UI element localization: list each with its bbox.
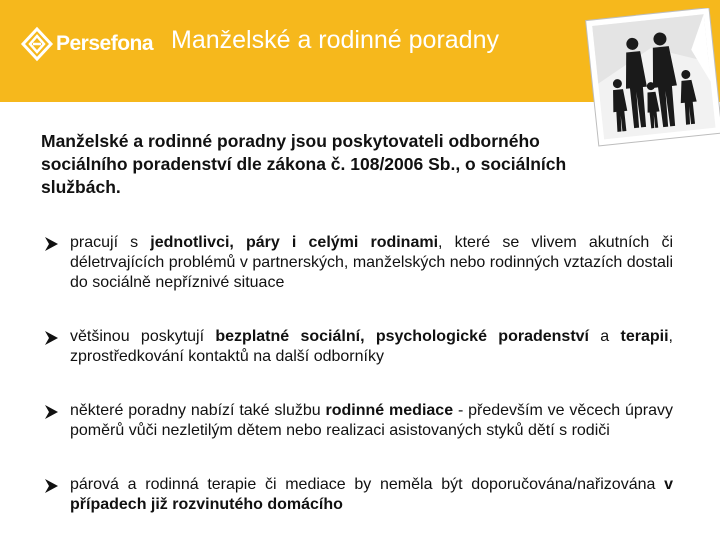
bullet-emphasis: rodinné mediace xyxy=(325,402,454,419)
bullet-text: většinou poskytují xyxy=(70,328,216,345)
bullet-text: - především ve věcech úpravy poměrů vůči nezletilým dětem nebo realizaci asistovaných styků dětí s rodiči xyxy=(70,402,673,439)
persefona-logo xyxy=(20,26,153,62)
arrow-bullet-icon xyxy=(43,478,59,494)
arrow-bullet-icon xyxy=(43,404,59,420)
page-title: Manželské a rodinné poradny xyxy=(171,26,499,54)
bullet-text: párová a rodinná terapie či mediace by neměla být doporučována/nařizována xyxy=(70,476,665,493)
bullet-text: pracují s xyxy=(70,234,151,251)
bullet-item xyxy=(43,233,673,293)
bullet-text: některé poradny nabízí také službu xyxy=(70,402,326,419)
bullet-emphasis: jednotlivci, páry i celými rodinami xyxy=(150,234,439,251)
bullet-item xyxy=(43,327,673,367)
bullet-text: , zprostředkování kontaktů na další odborníky xyxy=(70,328,673,365)
bullet-emphasis: v případech již rozvinutého domácího xyxy=(70,476,673,513)
arrow-bullet-icon xyxy=(43,236,59,252)
bullet-item xyxy=(43,475,673,515)
bullet-emphasis: terapii xyxy=(620,328,669,345)
persefona-logo-icon xyxy=(20,26,54,62)
bullet-item xyxy=(43,401,673,441)
family-silhouette-photo xyxy=(584,8,720,148)
intro-paragraph: Manželské a rodinné poradny jsou poskytovateli odborného sociálního poradenství dle zákona č. 108/2006 Sb., o sociálních službách. xyxy=(41,131,567,197)
bullet-emphasis: bezplatné sociální, psychologické poradenství xyxy=(215,328,589,345)
bullet-text: , které se vlivem akutních či déletrvajících problémů v partnerských, manželských nebo rodinných vztazích dostali do sociálně nepříznivé situace xyxy=(70,234,673,291)
bullet-list xyxy=(43,233,673,515)
logo-text: Persefona xyxy=(56,32,154,55)
arrow-bullet-icon xyxy=(43,330,59,346)
bullet-text: a xyxy=(588,328,621,345)
